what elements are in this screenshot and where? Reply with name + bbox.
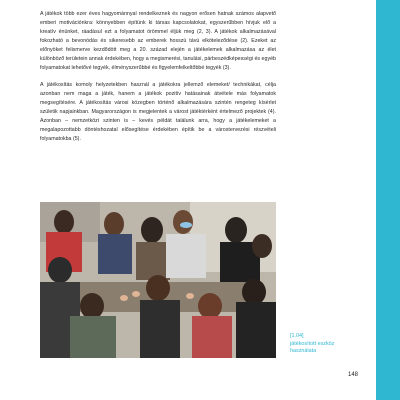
classroom-photo xyxy=(40,202,276,358)
accent-side-band xyxy=(376,0,400,400)
page-number: 148 xyxy=(348,372,359,378)
caption-line-1: játékosított eszköz xyxy=(290,340,335,347)
body-text xyxy=(40,10,276,152)
paragraph-1: A játékok több ezer éves hagyománnyal rendelkeznek és nagyon erősen hatnak számos alapvető emberi motivációnkra: könnyebben építünk ki társas kapcsolatokat, egyszerűbben hívjuk elő a kreatív énünket, ráadásul ezt a folyamatot örömmel éljük meg (2, 3). A játékok alkalmazásával fokozható a bevonódás és sikeresebb az emberek hosszú távú elköteleződése (2). Ezeket az előnyöket felismerve kezdődött meg a 20. század elején a játékelemek alkalmazása az élet különböző területein annak érdekében, hogy a megismerési, tanulási, párbeszédképességi és egyéb folyamatokat lehetővé tegyék, élményszerűbbé és figyelemfelkeltőbbé tegyék (3). xyxy=(40,11,276,71)
figure-caption xyxy=(290,333,360,356)
caption-line-2: használata xyxy=(290,348,317,354)
caption-number: [1.04] xyxy=(290,333,304,339)
paragraph-2: A játékosítás komoly helyzetekben használ a játékokra jellemző elemeket/ technikákat, célja azonban nem maga a játék, hanem a játékok pozitív hatásainak átvétele más folyamatok megsegítésére. A játékosítás városi közegben történő alkalmazására szintén rengeteg kísérlet születik napjainkban. Magyarországon is megjelentek a várost játéktérként értelmező projektek (4). Azonban – nemzetközi szinten is – kevés példát találunk arra, hogy a játékelemeket a megalapozottabb döntéshozatal elősegítése érdekében építik be a várostervezési részvételi folyamatokba (5). xyxy=(40,82,276,142)
